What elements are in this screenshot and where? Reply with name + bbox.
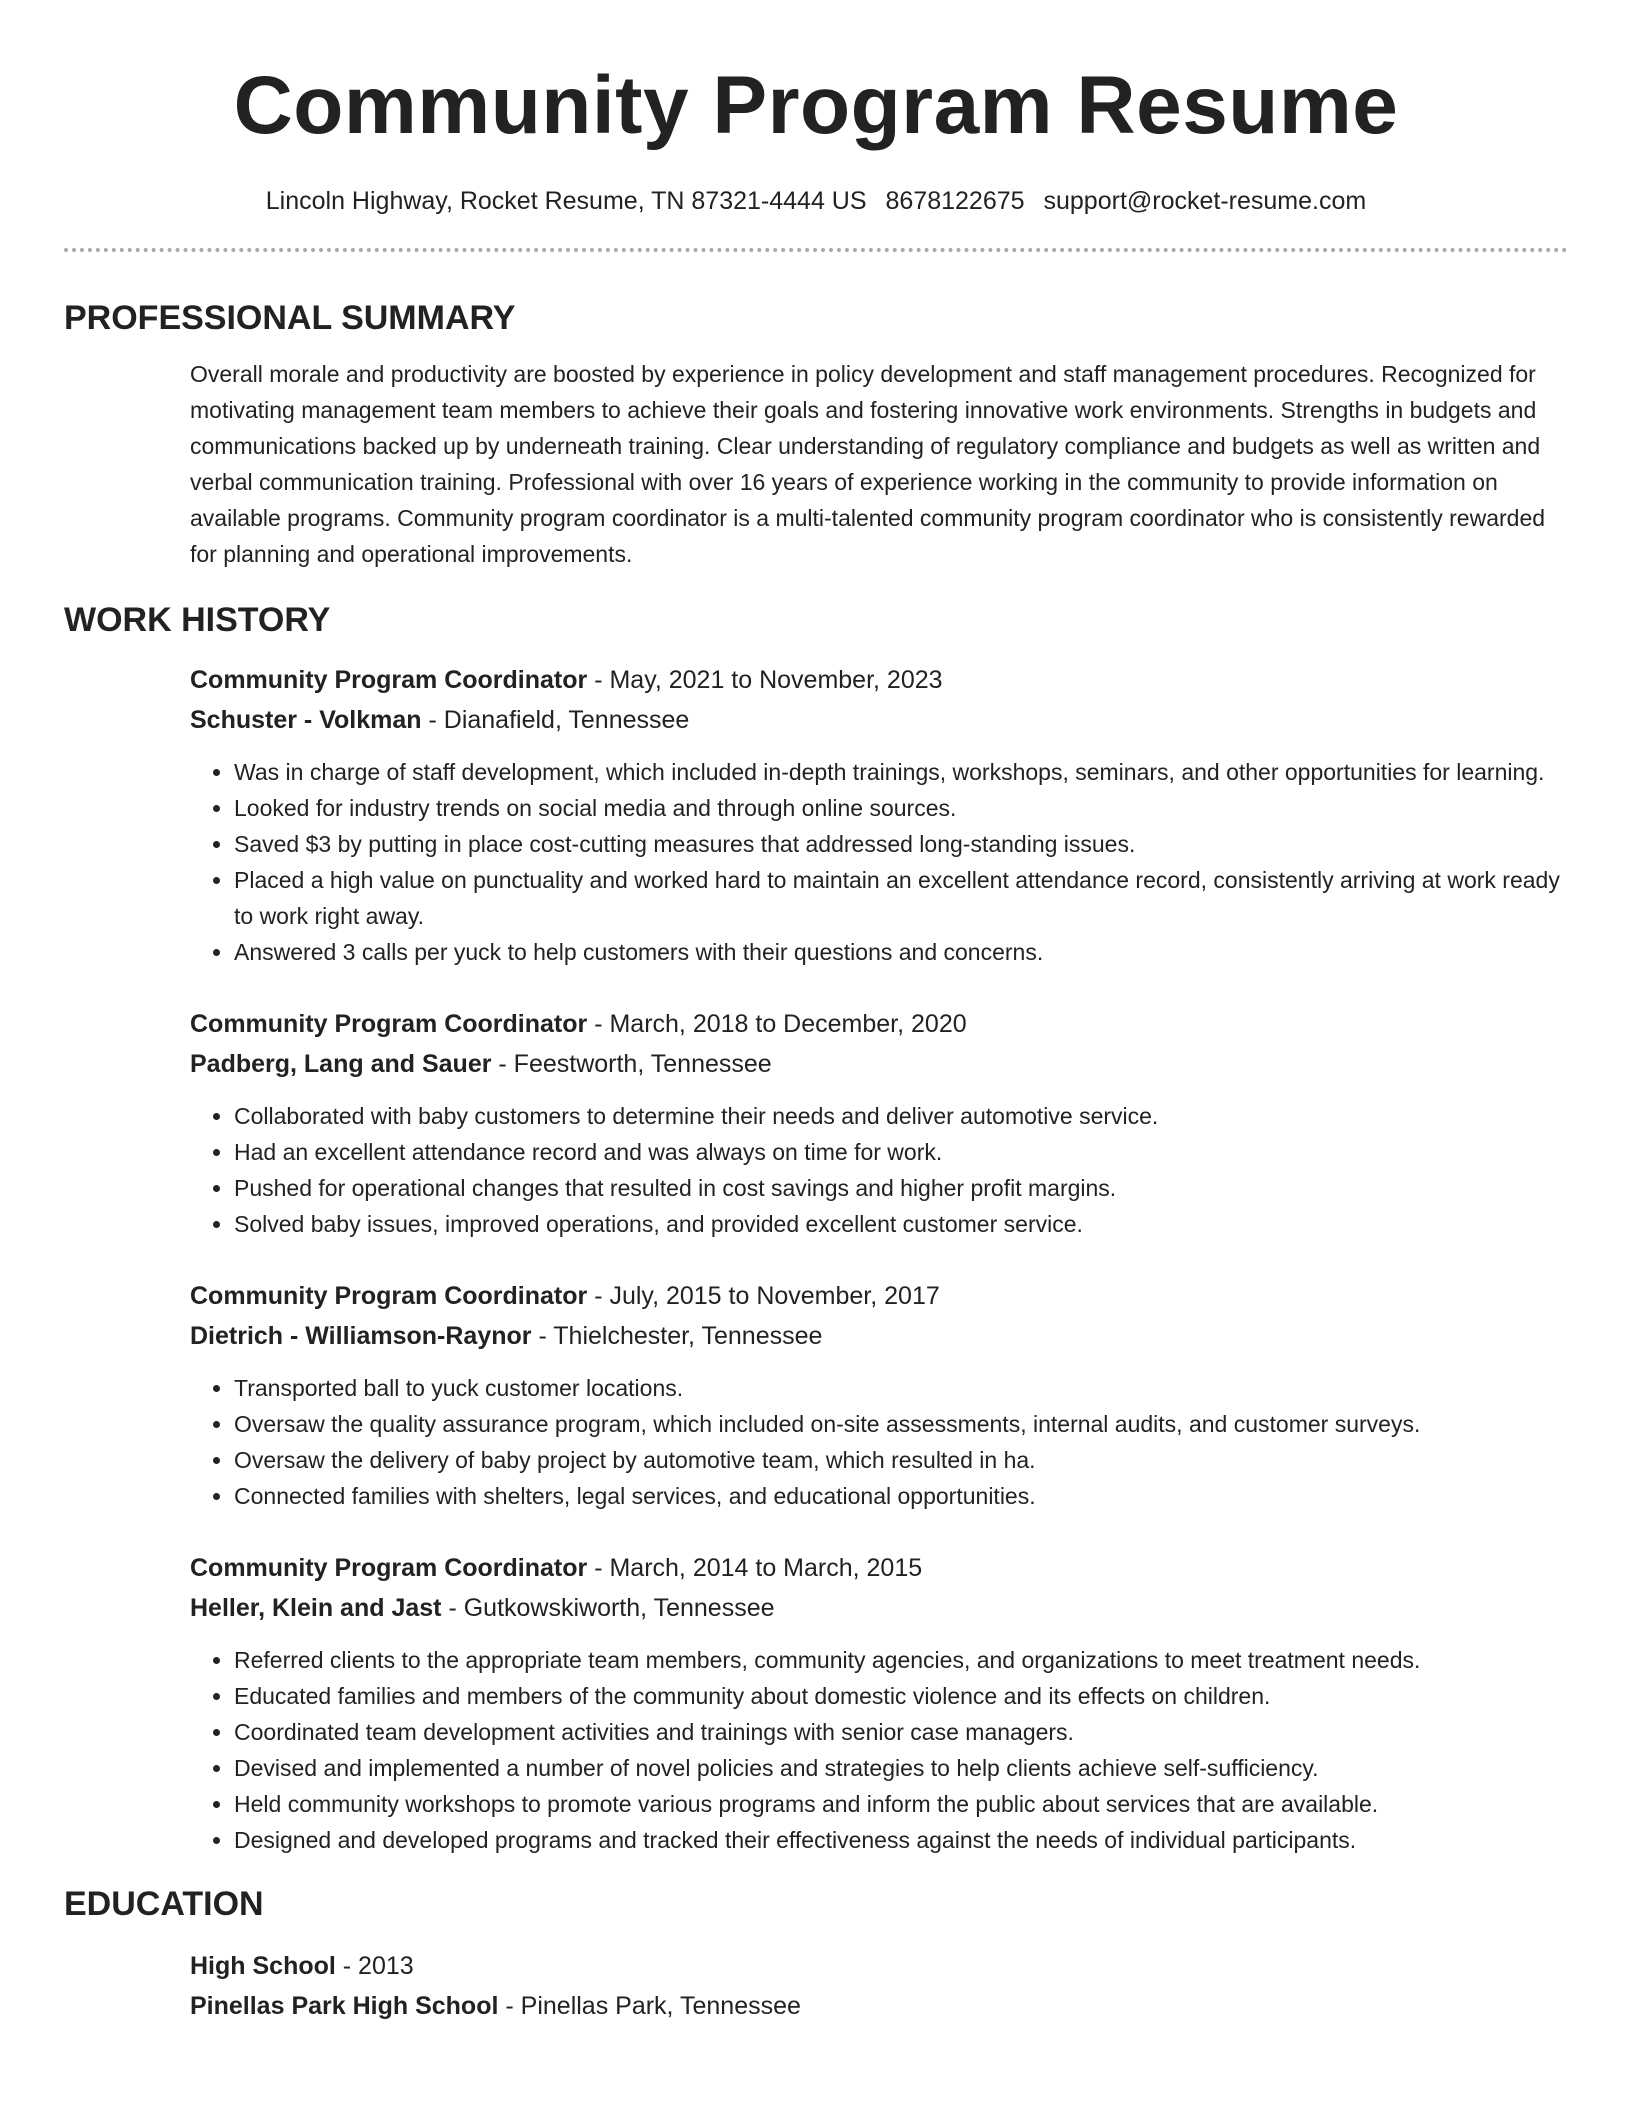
job-bullets — [190, 1370, 1568, 1514]
job-company-line — [190, 700, 1568, 740]
job-bullet: • Oversaw the quality assurance program, which included on-site assessments, internal audits, and customer surveys. — [234, 1406, 1568, 1442]
education-year: - 2013 — [335, 1952, 414, 1980]
job-bullet: • Had an excellent attendance record and was always on time for work. — [234, 1134, 1568, 1170]
summary-text: Overall morale and productivity are boosted by experience in policy development and staff management procedures. Recognized for motivating management team members to achieve their goals and fostering innovative work environments. Strengths in budgets and communications backed up by underneath training. Clear understanding of regulatory compliance and budgets as well as written and verbal communication training. Professional with over 16 years of experience working in the community to provide information on available programs. Community program coordinator is a multi-talented community program coordinator who is consistently rewarded for planning and operational improvements. — [190, 361, 1546, 567]
job-bullet: • Placed a high value on punctuality and worked hard to maintain an excellent attendance record, consistently arriving at work ready to work right away. — [234, 862, 1568, 934]
job-dates: - July, 2015 to November, 2017 — [587, 1282, 940, 1310]
summary-heading: PROFESSIONAL SUMMARY — [64, 299, 516, 337]
contact-address: Lincoln Highway, Rocket Resume, TN 87321-4444 US — [265, 187, 867, 215]
job-bullet: • Transported ball to yuck customer locations. — [234, 1370, 1568, 1406]
job-bullet: • Solved baby issues, improved operations, and provided excellent customer service. — [234, 1206, 1568, 1242]
job-entry — [190, 1276, 1568, 1514]
job-company: Padberg, Lang and Sauer — [190, 1050, 492, 1078]
job-bullets — [190, 1098, 1568, 1242]
job-bullet: • Referred clients to the appropriate team members, community agencies, and organizations to meet treatment needs. — [234, 1642, 1568, 1678]
contact-email: support@rocket-resume.com — [1043, 187, 1367, 215]
job-title-line — [190, 1004, 1568, 1044]
job-entry — [190, 660, 1568, 970]
contact-line — [64, 184, 1568, 218]
job-title: Community Program Coordinator — [190, 1554, 588, 1582]
job-bullet: • Designed and developed programs and tracked their effectiveness against the needs of individual participants. — [234, 1822, 1568, 1858]
job-title-line — [190, 1276, 1568, 1316]
job-bullet: • Coordinated team development activities and trainings with senior case managers. — [234, 1714, 1568, 1750]
job-company-line — [190, 1316, 1568, 1356]
work-history-heading: WORK HISTORY — [64, 601, 331, 639]
job-bullet: • Devised and implemented a number of novel policies and strategies to help clients achieve self-sufficiency. — [234, 1750, 1568, 1786]
job-entry — [190, 1548, 1568, 1858]
education-degree-line — [190, 1946, 1568, 1986]
job-entry — [190, 1004, 1568, 1242]
job-bullet: • Oversaw the delivery of baby project by automotive team, which resulted in ha. — [234, 1442, 1568, 1478]
job-location: - Thielchester, Tennessee — [531, 1322, 823, 1350]
job-location: - Gutkowskiworth, Tennessee — [441, 1594, 775, 1622]
job-dates: - March, 2014 to March, 2015 — [587, 1554, 923, 1582]
education-degree: High School — [190, 1952, 336, 1980]
job-company: Schuster - Volkman — [190, 706, 422, 734]
job-bullets — [190, 754, 1568, 970]
job-company-line — [190, 1588, 1568, 1628]
job-bullet: • Pushed for operational changes that resulted in cost savings and higher profit margins. — [234, 1170, 1568, 1206]
job-title: Community Program Coordinator — [190, 666, 588, 694]
education-school: Pinellas Park High School — [190, 1992, 499, 2020]
job-company: Heller, Klein and Jast — [190, 1594, 442, 1622]
job-bullet: • Collaborated with baby customers to determine their needs and deliver automotive service. — [234, 1098, 1568, 1134]
education-heading: EDUCATION — [64, 1885, 264, 1923]
header-divider — [64, 248, 1568, 252]
contact-phone: 8678122675 — [885, 187, 1025, 215]
job-title: Community Program Coordinator — [190, 1282, 588, 1310]
job-bullet: • Connected families with shelters, legal services, and educational opportunities. — [234, 1478, 1568, 1514]
job-company-line — [190, 1044, 1568, 1084]
education-entry — [190, 1946, 1568, 2026]
resume-title: Community Program Resume — [233, 60, 1399, 151]
job-title: Community Program Coordinator — [190, 1010, 588, 1038]
job-bullet: • Answered 3 calls per yuck to help customers with their questions and concerns. — [234, 934, 1568, 970]
job-location: - Feestworth, Tennessee — [491, 1050, 772, 1078]
job-bullet: • Held community workshops to promote various programs and inform the public about services that are available. — [234, 1786, 1568, 1822]
job-title-line — [190, 1548, 1568, 1588]
education-school-line — [190, 1986, 1568, 2026]
job-bullet: • Saved $3 by putting in place cost-cutting measures that addressed long-standing issues. — [234, 826, 1568, 862]
job-dates: - March, 2018 to December, 2020 — [587, 1010, 967, 1038]
job-title-line — [190, 660, 1568, 700]
education-location: - Pinellas Park, Tennessee — [498, 1992, 801, 2020]
job-company: Dietrich - Williamson-Raynor — [190, 1322, 532, 1350]
job-dates: - May, 2021 to November, 2023 — [587, 666, 943, 694]
job-bullet: • Educated families and members of the community about domestic violence and its effects on children. — [234, 1678, 1568, 1714]
job-location: - Dianafield, Tennessee — [421, 706, 690, 734]
job-bullet: • Was in charge of staff development, which included in-depth trainings, workshops, seminars, and other opportunities for learning. — [234, 754, 1568, 790]
job-bullet: • Looked for industry trends on social media and through online sources. — [234, 790, 1568, 826]
job-bullets — [190, 1642, 1568, 1858]
